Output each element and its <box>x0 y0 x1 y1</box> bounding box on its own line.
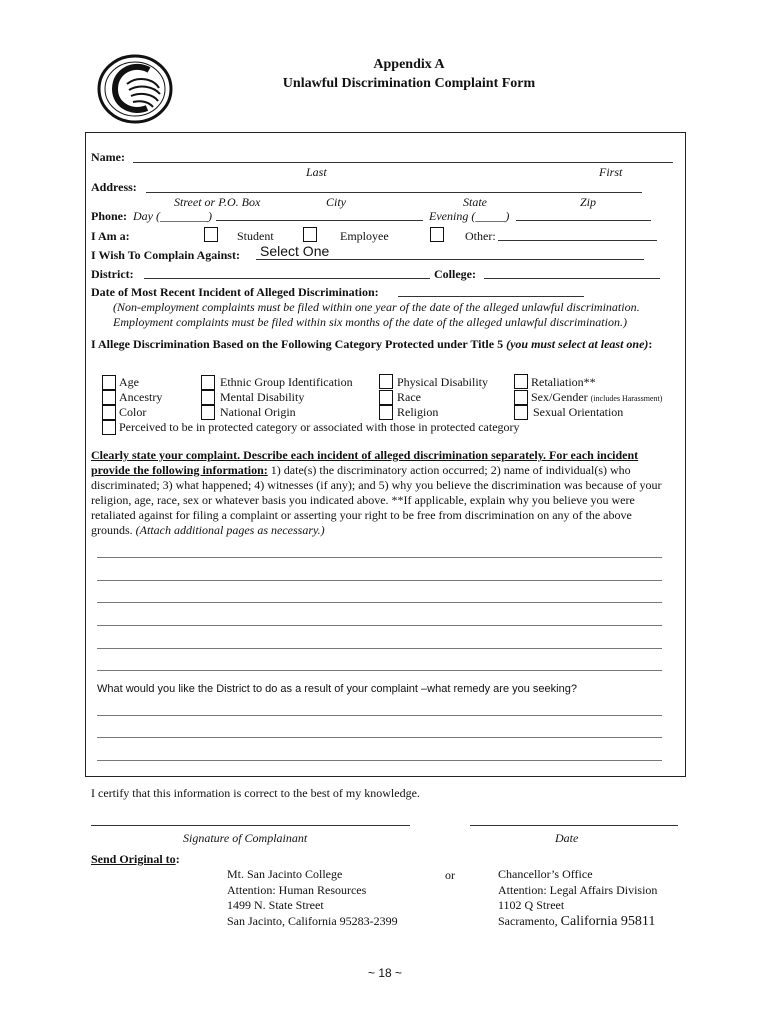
category-heading-note: (you must select at least one) <box>506 337 649 351</box>
signature-field[interactable] <box>91 825 410 826</box>
physical-disability-checkbox[interactable] <box>379 374 393 389</box>
race-checkbox[interactable] <box>379 390 393 405</box>
signature-caption: Signature of Complainant <box>183 831 308 845</box>
address-msjc <box>227 867 398 929</box>
category-heading <box>91 337 661 352</box>
msjc-line-4: San Jacinto, California 95283-2399 <box>227 913 398 928</box>
instructions-body: 1) date(s) the discriminatory action occurred; 2) name of individual(s) who discriminated; 3) what happened; 4) witnesses (if any); and 5) why you believe the discrimination was because of your religion, age, race, sex or whatever basis you indicated above. **If applicable, explain why you believe you were retaliated against for filing a complaint or asserting your right to be free from discrimination on any of the above grounds. <box>91 463 662 537</box>
address-state-caption: State <box>463 195 487 209</box>
address-chancellor <box>498 867 657 929</box>
address-zip-caption: Zip <box>580 195 597 209</box>
instructions-paragraph <box>91 448 669 538</box>
sex-gender-checkbox[interactable] <box>514 390 528 405</box>
complain-against-select[interactable]: Select One <box>260 243 330 259</box>
name-field[interactable] <box>133 162 673 163</box>
other-field[interactable] <box>498 240 657 241</box>
name-label: Name: <box>91 150 125 164</box>
sex-gender-note: (includes Harassment) <box>590 394 663 403</box>
race-label: Race <box>397 390 421 404</box>
complaint-line-6[interactable] <box>97 670 662 671</box>
msjc-line-1: Mt. San Jacinto College <box>227 867 343 881</box>
remedy-question: What would you like the District to do as a result of your complaint –what remedy are you seeking? <box>97 683 577 695</box>
ethnic-group-checkbox[interactable] <box>201 375 215 390</box>
perceived-checkbox[interactable] <box>102 420 116 435</box>
address-city-caption: City <box>326 195 346 209</box>
date-field[interactable] <box>470 825 678 826</box>
religion-checkbox[interactable] <box>379 405 393 420</box>
phone-day-label: Day (________) <box>133 209 212 223</box>
certify-statement: I certify that this information is correct to the best of my knowledge. <box>91 786 420 800</box>
incident-note-1: (Non-employment complaints must be filed within one year of the date of the alleged unlawful discrimination. <box>113 300 640 314</box>
age-label: Age <box>119 375 139 389</box>
incident-date-field[interactable] <box>398 296 584 297</box>
perceived-label: Perceived to be in protected category or associated with those in protected category <box>119 420 520 434</box>
ancestry-label: Ancestry <box>119 390 163 404</box>
remedy-line-2[interactable] <box>97 737 662 738</box>
ancestry-checkbox[interactable] <box>102 390 116 405</box>
chancellor-line-3: 1102 Q Street <box>498 898 565 912</box>
iam-label: I Am a: <box>91 229 130 243</box>
physical-disability-label: Physical Disability <box>397 375 488 389</box>
student-label: Student <box>237 229 274 243</box>
name-first-caption: First <box>599 165 623 179</box>
other-label: Other: <box>465 229 496 243</box>
complain-against-line <box>256 259 644 260</box>
phone-evening-field[interactable] <box>516 220 651 221</box>
other-checkbox[interactable] <box>430 227 444 242</box>
complaint-line-4[interactable] <box>97 625 662 626</box>
complaint-line-3[interactable] <box>97 602 662 603</box>
complaint-line-5[interactable] <box>97 648 662 649</box>
chancellor-line-2: Attention: Legal Affairs Division <box>498 882 658 897</box>
employee-label: Employee <box>340 229 389 243</box>
category-heading-colon: : <box>648 337 653 351</box>
page-number: ~ 18 ~ <box>367 966 403 980</box>
remedy-line-1[interactable] <box>97 715 662 716</box>
remedy-line-3[interactable] <box>97 760 662 761</box>
name-last-caption: Last <box>306 165 327 179</box>
chancellor-state-zip: California 95811 <box>560 913 656 929</box>
retaliation-label: Retaliation** <box>531 375 596 389</box>
religion-label: Religion <box>397 405 439 419</box>
send-original-label <box>91 852 180 866</box>
college-label: College: <box>434 267 476 281</box>
mental-disability-checkbox[interactable] <box>201 390 215 405</box>
appendix-heading: Appendix A <box>373 57 445 72</box>
date-caption: Date <box>555 831 579 845</box>
phone-label: Phone: <box>91 209 127 223</box>
category-heading-text: I Allege Discrimination Based on the Following Category Protected under Title 5 <box>91 337 504 351</box>
incident-date-label: Date of Most Recent Incident of Alleged Discrimination: <box>91 285 379 299</box>
send-original-text: Send Original to <box>91 852 176 866</box>
chancellor-line-4 <box>498 914 657 930</box>
phone-evening-label: Evening (_____) <box>429 209 510 223</box>
sex-gender-text: Sex/Gender <box>531 390 588 404</box>
district-label: District: <box>91 267 134 281</box>
student-checkbox[interactable] <box>204 227 218 242</box>
instructions-attach-note: (Attach additional pages as necessary.) <box>132 523 325 537</box>
national-origin-label: National Origin <box>220 405 296 419</box>
address-street-caption: Street or P.O. Box <box>174 195 261 209</box>
chancellor-city: Sacramento, <box>498 913 561 928</box>
retaliation-checkbox[interactable] <box>514 374 528 389</box>
sex-gender-label <box>531 390 662 406</box>
address-label: Address: <box>91 180 137 194</box>
ethnic-group-label: Ethnic Group Identification <box>220 375 353 389</box>
district-field[interactable] <box>144 278 430 279</box>
age-checkbox[interactable] <box>102 375 116 390</box>
complaint-line-2[interactable] <box>97 580 662 581</box>
or-text: or <box>445 868 455 882</box>
color-checkbox[interactable] <box>102 405 116 420</box>
msjc-line-2: Attention: Human Resources <box>227 882 367 897</box>
send-original-colon: : <box>175 852 180 866</box>
complain-against-label: I Wish To Complain Against: <box>91 248 240 262</box>
mental-disability-label: Mental Disability <box>220 390 305 404</box>
sexual-orientation-checkbox[interactable] <box>514 405 528 420</box>
national-origin-checkbox[interactable] <box>201 405 215 420</box>
chancellor-line-1: Chancellor’s Office <box>498 867 593 881</box>
form-title: Unlawful Discrimination Complaint Form <box>282 76 536 91</box>
address-field[interactable] <box>146 192 642 193</box>
sexual-orientation-label: Sexual Orientation <box>533 405 624 419</box>
instructions-underlined: Clearly state your complaint. Describe each incident of alleged discrimination separately. For each incident provide the following information: <box>91 448 639 477</box>
employee-checkbox[interactable] <box>303 227 317 242</box>
college-field[interactable] <box>484 278 660 279</box>
phone-day-field[interactable] <box>216 220 423 221</box>
incident-note-2: Employment complaints must be filed within six months of the date of the alleged unlawful discrimination.) <box>113 315 627 329</box>
color-label: Color <box>119 405 147 419</box>
complaint-line-1[interactable] <box>97 557 662 558</box>
msjc-line-3: 1499 N. State Street <box>227 898 324 912</box>
